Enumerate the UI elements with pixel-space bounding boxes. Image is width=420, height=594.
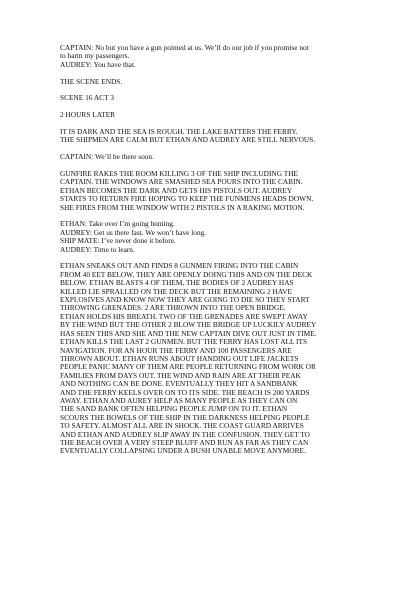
action-line: SHE FIRES FROM THE WINDOW WITH 2 PISTOLS IN A RAKING MOTION. bbox=[60, 202, 305, 212]
action-line: BELOW. ETHAN BLASTS 4 OF THEM, THE BODIES OF 2 AUDREY HAS bbox=[60, 278, 294, 288]
action-line: AND ETHAN AND AUDREY SLIP AWAY IN THE CONFUSION. THEY GET TO bbox=[60, 429, 310, 439]
action-line: FROM 40 EET BELOW, THEY ARE OPENLY DOING THIS AND ON THE DECK bbox=[60, 269, 313, 279]
action-line: THE SHIPMEN ARE CALM BUT ETHAN AND AUDREY ARE STILL NERVOUS. bbox=[60, 135, 316, 145]
dialogue-block bbox=[60, 220, 388, 254]
time-note bbox=[60, 111, 388, 119]
action-block bbox=[60, 170, 388, 212]
action-line: KILLED LIE SPRALLED ON THE DECK BUT THE REMAINING 2 HAVE bbox=[60, 286, 292, 296]
action-line: SCOURS THE BOWELS OF THE SHIP IN THE DARKNESS HELPING PEOPLE bbox=[60, 412, 310, 422]
action-line: AND NOTHING CAN BE DONE. EVENTUALLY THEY HIT A SANDBANK bbox=[60, 379, 298, 389]
action-line: CAPTAIN. THE WINDOWS ARE SMASHED SEA POURS INTO THE CABIN. bbox=[60, 177, 303, 187]
action-line: THROWN ABOUT. ETHAN RUNS ABOUT HANDING OUT LIFE JACKETS bbox=[60, 353, 299, 363]
scene-heading-text: SCENE 16 ACT 3 bbox=[60, 93, 114, 103]
action-line: BY THE WIND BUT THE OTHER 2 BLOW THE BRIDGE UP LUCKILY AUDREY bbox=[60, 320, 317, 330]
action-line: HAS SEEN THIS AND SHE AND THE NEW CAPTAIN DIVE OUT JUST IN TIME. bbox=[60, 328, 317, 338]
action-line: ETHAN KILLS THE LAST 2 GUNMEN. BUT THE FERRY HAS LOST ALL ITS bbox=[60, 337, 308, 347]
action-line: GUNFIRE RAKES THE ROOM KILLING 3 OF THE SHIP INCLUDING THE bbox=[60, 169, 298, 178]
action-line: EVENTUALLY COLLAPSING UNDER A BUSH UNABLE MOVE ANYMORE. bbox=[60, 446, 306, 456]
action-line: PEOPLE PANIC MANY OF THEM ARE PEOPLE RETURNING FROM WORK OR bbox=[60, 362, 316, 372]
dialogue-line: CAPTAIN: We’ll be there soon. bbox=[60, 152, 154, 162]
dialogue-line: SHIP MATE: I’ve never done it before. bbox=[60, 236, 176, 246]
action-line: TO SAFETY. ALMOST ALL ARE IN SHOCK. THE COAST GUARD ARRIVES bbox=[60, 421, 304, 431]
action-block bbox=[60, 262, 388, 455]
dialogue-line: CAPTAIN: No but you have a gun pointed at us. We’ll do our job if you promise not bbox=[60, 43, 309, 52]
action-line: ETHAN SNEAKS OUT AND FINDS 8 GUNMEN FIRING INTO THE CABIN bbox=[60, 261, 299, 271]
dialogue-line: AUDREY: Get us there fast. We won’t have long. bbox=[60, 227, 207, 237]
action-line: THE SAND BANK OFTEN HELPING PEOPLE JUMP ON TO IT. ETHAN bbox=[60, 404, 288, 414]
action-line: STARTS TO RETURN FIRE HOPING TO KEEP THE FUNMENS HEADS DOWN. bbox=[60, 194, 314, 204]
action-line: AWAY. ETHAN AND AUREY HELP AS MANY PEOPLE AS THEY CAN ON bbox=[60, 395, 298, 405]
action-line: THROWING GRENADES. 2 ARE THROWN INTO THE OPEN BRIDGE. bbox=[60, 303, 286, 313]
time-note-text: 2 HOURS LATER bbox=[60, 110, 116, 120]
action-line: AND THE FERRY KEELS OVER ON TO ITS SIDE. THE BEACH IS 200 YARDS bbox=[60, 387, 310, 397]
action-line: ETHAN HOLDS HIS BREATH. TWO OF THE GRENADES ARE SWEPT AWAY bbox=[60, 311, 308, 321]
action-line: NAVIGATION. FOR AN HOUR THE FERRY AND 100 PASSENGERS ARE bbox=[60, 345, 292, 355]
scene-heading bbox=[60, 94, 388, 102]
dialogue-line: ETHAN: Take over I’m going hunting. bbox=[60, 219, 175, 229]
dialogue-block bbox=[60, 44, 388, 69]
dialogue-line: to harm my passengers. bbox=[60, 51, 130, 61]
action-line: THE BEACH OVER A VERY STEEP BLUFF AND RUN AS FAR AS THEY CAN bbox=[60, 437, 309, 447]
dialogue-block bbox=[60, 153, 388, 161]
dialogue-line: AUDREY: You have that. bbox=[60, 59, 136, 69]
action-line: IT IS DARK AND THE SEA IS ROUGH. THE LAKE BATTERS THE FERRY. bbox=[60, 127, 298, 136]
action-line: EXPLOSIVES AND KNOW NOW THEY ARE GOING TO DIE SO THEY START bbox=[60, 295, 310, 305]
dialogue-line: AUDREY: Time to learn. bbox=[60, 244, 135, 254]
scene-end-line bbox=[60, 78, 388, 86]
action-block bbox=[60, 128, 388, 145]
action-line: FAMILIES FROM DAYS OUT. THE WIND AND RAIN ARE AT THEIR PEAK bbox=[60, 370, 301, 380]
scene-end-text: THE SCENE ENDS. bbox=[60, 76, 123, 86]
action-line: ETHAN BECOMES THE DARK AND GETS HIS PISTOLS OUT. AUDREY bbox=[60, 185, 293, 195]
